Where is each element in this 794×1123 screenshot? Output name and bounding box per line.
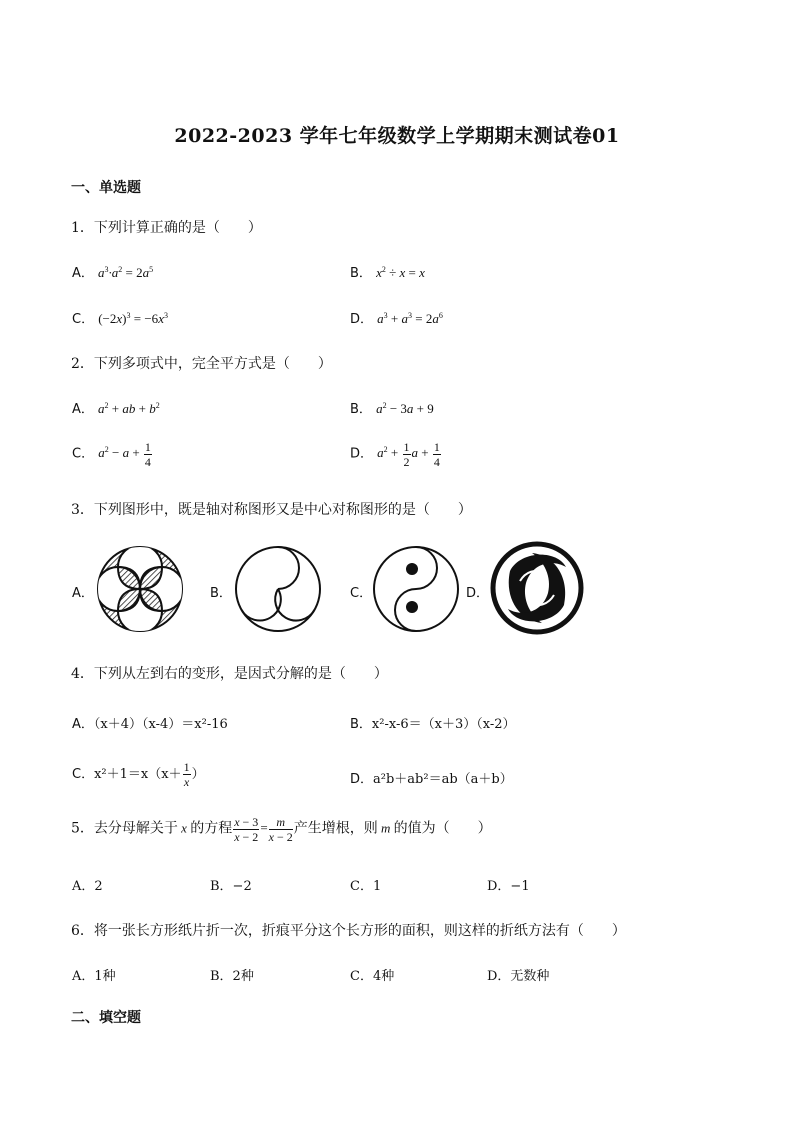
q4-option-c-fraction: $\frac{1}{x}$ bbox=[183, 760, 190, 789]
q4-option-b[interactable] bbox=[350, 713, 516, 732]
q6-option-c[interactable]: C．4种 bbox=[350, 969, 395, 984]
q4-option-c-close: ） bbox=[191, 767, 205, 782]
q1-option-b[interactable] bbox=[350, 262, 425, 281]
q4-option-b-label: B． bbox=[350, 717, 372, 732]
q2-option-a-label: A． bbox=[72, 402, 94, 417]
q5-stem-part-4: 的值为（ ） bbox=[393, 820, 492, 837]
q4-option-b-text: x²-x-6＝（x＋3）（x-2） bbox=[371, 717, 516, 732]
q1-option-b-math: $x^2 \div x = x$ bbox=[376, 265, 425, 280]
q2-option-a-math: $a^2$ + ab + $b^2$ bbox=[98, 401, 160, 416]
q2-option-d-math: $a^2$ + $\frac{1}{2}$ a + $\frac{1}{4}$ bbox=[377, 440, 440, 469]
q1-option-c[interactable] bbox=[72, 308, 168, 327]
q2-option-d-label: D． bbox=[350, 446, 374, 462]
q1-option-c-math: $(-2x)^3 = -6x^3$ bbox=[98, 311, 168, 326]
q5-option-a[interactable]: A．2 bbox=[72, 879, 103, 894]
q1-option-d[interactable] bbox=[350, 308, 443, 327]
four-petal-flower-figure bbox=[96, 545, 184, 633]
q3-option-c-label[interactable]: C． bbox=[350, 586, 373, 601]
q1-option-a-label: A． bbox=[72, 266, 94, 281]
q3-option-a-label[interactable]: A． bbox=[72, 586, 94, 601]
q5-option-c[interactable]: C．1 bbox=[350, 879, 382, 894]
q4-option-c-label: C． bbox=[72, 767, 95, 782]
q5-stem-part-3: 产生增根，则 bbox=[293, 820, 378, 837]
yin-yang-figure bbox=[372, 545, 460, 633]
q2-option-b-math: $a^2 - 3a + 9$ bbox=[376, 401, 434, 416]
question-1-stem: 1．下列计算正确的是（ ） bbox=[71, 220, 262, 236]
q5-option-d[interactable]: D．−1 bbox=[487, 879, 530, 894]
q6-option-b[interactable]: B．2种 bbox=[210, 969, 254, 984]
q6-option-a[interactable]: A．1种 bbox=[72, 969, 116, 984]
q4-option-c[interactable] bbox=[72, 760, 205, 789]
q4-option-d[interactable] bbox=[350, 768, 513, 787]
triple-swirl-figure bbox=[234, 545, 322, 633]
q1-option-d-math: $a^3 + a^3 = 2a^6$ bbox=[377, 311, 443, 326]
question-3-stem: 3．下列图形中，既是轴对称图形又是中心对称图形的是（ ） bbox=[71, 502, 472, 518]
section-heading-fill-blank: 二、填空题 bbox=[71, 1010, 141, 1026]
q2-option-c[interactable] bbox=[72, 440, 153, 469]
q5-stem-part-2: 的方程 bbox=[190, 820, 233, 837]
q5-variable-m: m bbox=[377, 820, 394, 836]
q1-option-d-label: D． bbox=[350, 312, 374, 327]
question-2-stem: 2．下列多项式中，完全平方式是（ ） bbox=[71, 356, 332, 372]
q3-option-b-label[interactable]: B． bbox=[210, 586, 232, 601]
q2-option-c-label: C． bbox=[72, 446, 95, 462]
page-title: 2022-2023 学年七年级数学上学期期末测试卷01 bbox=[174, 125, 620, 147]
q4-option-a[interactable] bbox=[72, 713, 228, 732]
q2-option-b-label: B． bbox=[350, 402, 372, 417]
q4-option-d-text: a²b＋ab²＝ab（a＋b） bbox=[373, 772, 513, 787]
q2-option-b[interactable] bbox=[350, 398, 434, 417]
q4-option-a-label: A． bbox=[72, 717, 94, 732]
q1-option-c-label: C． bbox=[72, 312, 95, 327]
q5-variable-x: x bbox=[177, 820, 191, 836]
section-heading-single-choice: 一、单选题 bbox=[71, 180, 141, 196]
q2-option-d[interactable] bbox=[350, 440, 442, 469]
double-crescent-swirl-figure bbox=[490, 541, 584, 635]
q2-option-c-math: $a^2 - a$ + $\frac{1}{4}$ bbox=[98, 440, 151, 469]
question-6-stem: 6．将一张长方形纸片折一次，折痕平分这个长方形的面积，则这样的折纸方法有（ ） bbox=[71, 923, 626, 939]
q1-option-b-label: B． bbox=[350, 266, 372, 281]
q1-option-a-math: $a^3\cdot a^2 = 2a^5$ bbox=[98, 265, 154, 280]
question-4-stem: 4．下列从左到右的变形，是因式分解的是（ ） bbox=[71, 666, 388, 682]
q4-option-a-text: （x＋4）（x-4）＝x²-16 bbox=[93, 717, 228, 732]
q4-option-d-label: D． bbox=[350, 772, 374, 787]
q5-option-b[interactable]: B．−2 bbox=[210, 879, 252, 894]
q2-option-a[interactable] bbox=[72, 398, 160, 417]
q5-stem-part-1: 5．去分母解关于 bbox=[71, 820, 178, 837]
q6-option-d[interactable]: D．无数种 bbox=[487, 969, 550, 984]
question-5-stem bbox=[71, 815, 492, 844]
q5-equation: $\frac{x - 3}{x - 2}$ = $\frac{m}{x - 2}$ bbox=[234, 815, 293, 844]
q4-option-c-text: x²＋1＝x（x＋ bbox=[94, 767, 182, 782]
q1-option-a[interactable] bbox=[72, 262, 153, 281]
q3-option-d-label[interactable]: D． bbox=[466, 586, 490, 601]
